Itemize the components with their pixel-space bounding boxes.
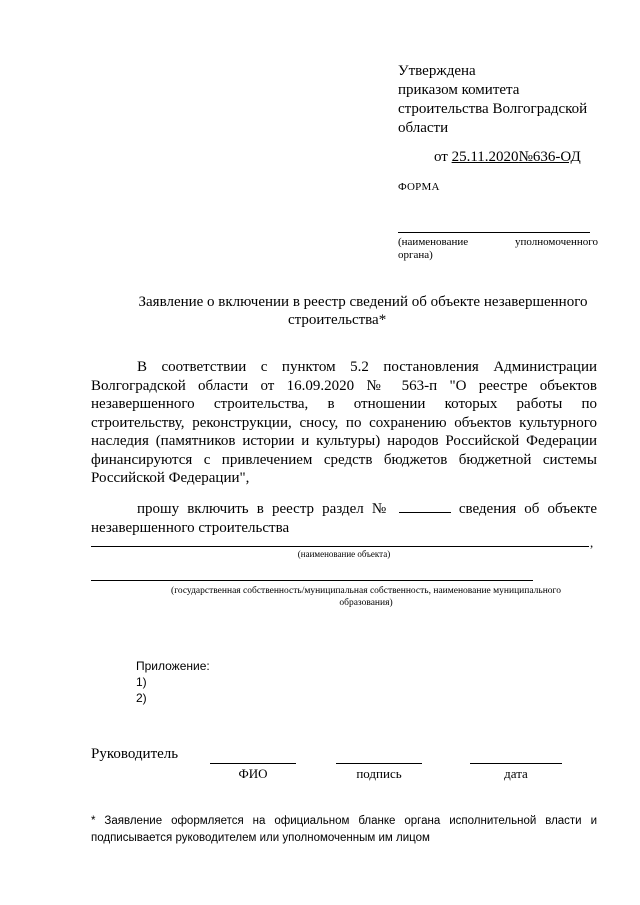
org-name-caption	[398, 236, 598, 262]
approval-line: приказом комитета	[398, 82, 520, 98]
org-caption-word: органа)	[398, 249, 433, 261]
section-number-blank[interactable]	[399, 500, 451, 513]
body-line: незавершенного строительства, в отношении которых работы по	[91, 396, 597, 412]
fio-caption: ФИО	[238, 766, 268, 781]
attachment-item: 1)	[136, 675, 147, 689]
body-line: наследия (памятников истории и культуры) народов Российской Федерации	[91, 433, 597, 449]
approval-stamp	[398, 62, 608, 138]
order-number: №636-ОД	[518, 149, 581, 165]
order-date: 25.11.2020	[451, 149, 519, 165]
comma: ,	[590, 535, 594, 550]
signature-caption: подпись	[356, 766, 402, 781]
body-line: строительству, реконструкции, сносу, по сохранению объектов культурного	[91, 414, 597, 431]
request-line	[91, 500, 597, 519]
signatory-role: Руководитель	[91, 746, 179, 762]
org-caption-word: уполномоченного	[514, 236, 598, 248]
body-line: В соответствии с пунктом 5.2 постановления Администрации	[137, 359, 597, 375]
request-text: прошу включить в реестр раздел №	[137, 501, 391, 517]
request-text: сведения об объекте	[458, 501, 598, 517]
org-caption-word: (наименование	[398, 236, 469, 248]
object-name-caption: (наименование объекта)	[297, 549, 391, 559]
ownership-caption-line: (государственная собственность/муниципальная собственность, наименование муниципального	[171, 586, 561, 596]
request-paragraph	[91, 500, 597, 537]
ownership-caption	[141, 585, 591, 609]
attachments-label: Приложение:	[136, 659, 210, 673]
approval-line: области	[398, 120, 449, 136]
order-prefix: от	[434, 149, 448, 165]
body-line: Российской Федерации",	[91, 470, 250, 486]
body-line: Волгоградской области от 16.09.2020 № 563-п "О реестре объектов	[91, 377, 597, 394]
ownership-caption-line: образования)	[339, 598, 393, 608]
signature-field-line[interactable]	[336, 763, 422, 764]
footnote-line: подписывается руководителем или уполномоченным им лицом	[91, 832, 430, 844]
title-line: строительства*	[288, 312, 387, 328]
document-title	[90, 293, 636, 329]
approval-line: строительства Волгоградской	[398, 101, 588, 117]
footnote-line: * Заявление оформляется на официальном бланке органа исполнительной власти и	[91, 815, 597, 827]
object-name-field-line[interactable]	[91, 546, 589, 547]
approval-line: Утверждена	[398, 63, 476, 79]
footnote	[91, 813, 597, 847]
body-paragraph	[91, 358, 597, 488]
org-name-field-line	[398, 232, 590, 233]
title-line: Заявление о включении в реестр сведений об объекте незавершенного	[138, 294, 588, 310]
fio-field-line[interactable]	[210, 763, 296, 764]
attachments	[136, 658, 210, 706]
request-line: незавершенного строительства	[91, 519, 290, 536]
attachment-item: 2)	[136, 691, 147, 705]
ownership-field-line[interactable]	[91, 580, 533, 581]
date-caption: дата	[504, 766, 528, 781]
body-line: финансируются с привлечением средств бюджетов бюджетной системы	[91, 451, 597, 468]
form-label: ФОРМА	[398, 181, 440, 193]
date-field-line[interactable]	[470, 763, 562, 764]
order-reference	[434, 148, 581, 167]
